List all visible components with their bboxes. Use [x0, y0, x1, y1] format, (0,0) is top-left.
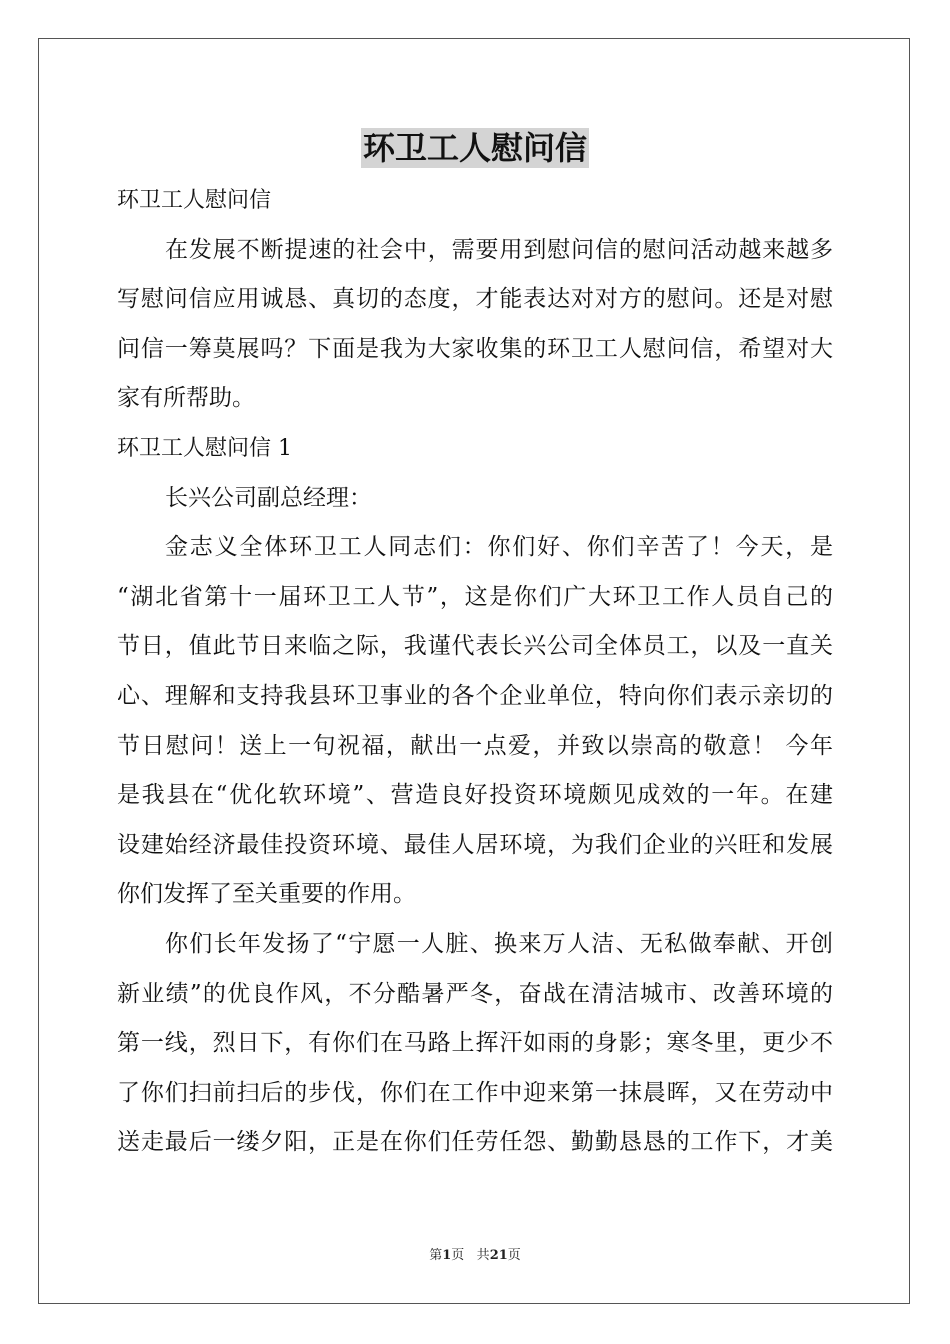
paragraph-line: 你们发挥了至关重要的作用。 — [117, 881, 416, 908]
section-heading: 环卫工人慰问信 1 — [117, 435, 292, 461]
paragraph-line: 家有所帮助。 — [117, 385, 255, 412]
page-footer — [0, 1247, 950, 1265]
paragraph-line: 在发展不断提速的社会中，需要用到慰问信的慰问活动越来越多 — [165, 236, 833, 263]
paragraph-line: 第一线，烈日下，有你们在马路上挥汗如雨的身影；寒冬里，更少不 — [117, 1030, 833, 1057]
paragraph-line: 金志义全体环卫工人同志们：你们好、你们辛苦了！今天，是 — [165, 534, 833, 561]
paragraph-line: 是我县在“优化软环境”、营造良好投资环境颇见成效的一年。在建 — [117, 782, 833, 809]
total-suffix: 页 — [507, 1248, 521, 1263]
page-suffix: 页 — [451, 1248, 465, 1263]
subtitle-line: 环卫工人慰问信 — [117, 188, 272, 213]
page-prefix: 第 — [429, 1248, 443, 1263]
paragraph-line: 设建始经济最佳投资环境、最佳人居环境，为我们企业的兴旺和发展 — [117, 831, 833, 858]
paragraph-line: 节日，值此节日来临之际，我谨代表长兴公司全体员工，以及一直关 — [117, 633, 833, 660]
paragraph-line: 新业绩”的优良作风，不分酷暑严冬，奋战在清洁城市、改善环境的 — [117, 980, 833, 1007]
paragraph-line: 送走最后一缕夕阳，正是在你们任劳任怨、勤勤恳恳的工作下，才美 — [117, 1129, 833, 1156]
paragraph-line: 了你们扫前扫后的步伐，你们在工作中迎来第一抹晨晖，又在劳动中 — [117, 1079, 833, 1106]
total-prefix: 共 — [476, 1248, 490, 1263]
title-container — [0, 128, 950, 168]
page-number: 1 — [442, 1248, 452, 1263]
paragraph-line: 写慰问信应用诚恳、真切的态度，才能表达对对方的慰问。还是对慰 — [117, 286, 833, 313]
document-title: 环卫工人慰问信 — [362, 129, 587, 167]
paragraph-line: 节日慰问！送上一句祝福，献出一点爱，并致以崇高的敬意！ 今年 — [117, 732, 833, 759]
salutation-line: 长兴公司副总经理： — [165, 484, 372, 511]
paragraph-line: 你们长年发扬了“宁愿一人脏、换来万人洁、无私做奉献、开创 — [165, 930, 833, 957]
paragraph-line: 心、理解和支持我县环卫事业的各个企业单位，特向你们表示亲切的 — [117, 682, 833, 709]
total-pages: 21 — [489, 1248, 508, 1263]
document-body — [117, 176, 833, 1168]
paragraph-line: “湖北省第十一届环卫工人节”，这是你们广大环卫工作人员自己的 — [117, 583, 833, 610]
paragraph-line: 问信一筹莫展吗？下面是我为大家收集的环卫工人慰问信，希望对大 — [117, 335, 833, 362]
